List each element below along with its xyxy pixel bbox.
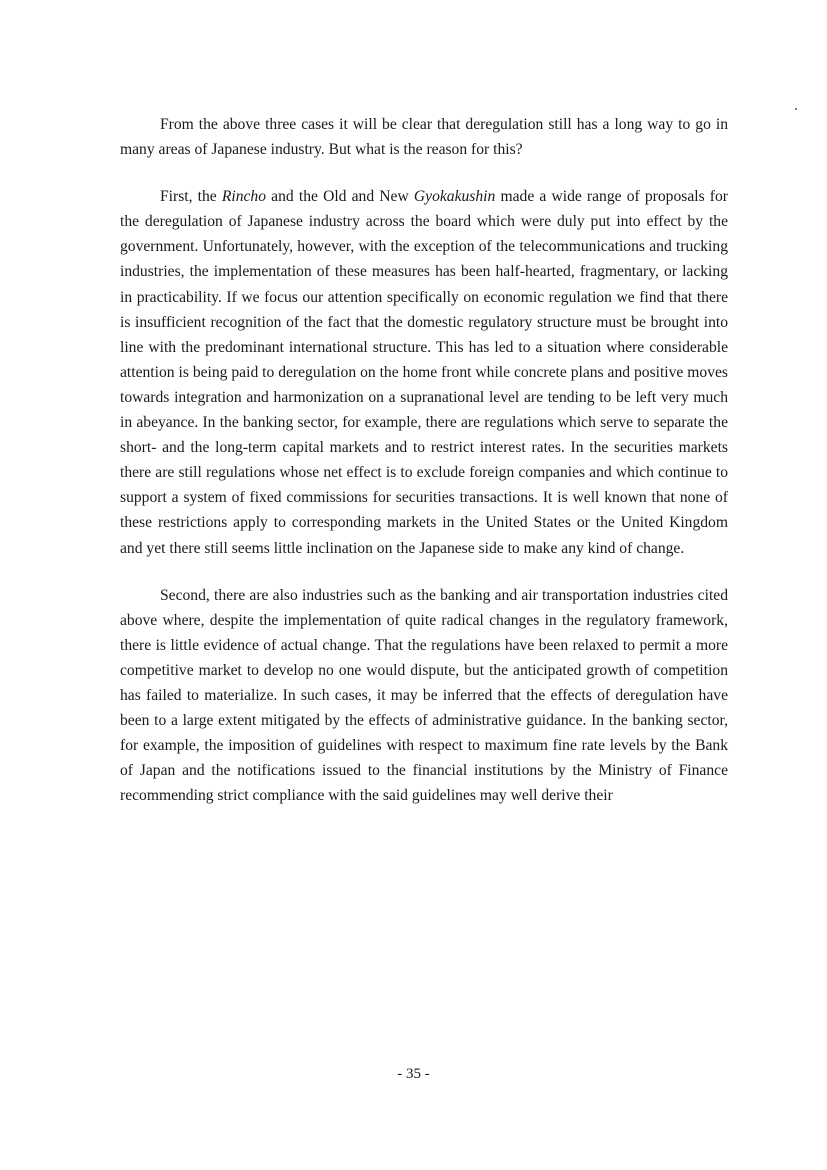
text-run: First, the xyxy=(160,188,222,206)
text-run: made a wide range of proposals for the deregulation of Japanese industry across the board which were duly put into effect by the government. Unfortunately, however, with the exception of the telecommunications and trucking industries, the implementation of these measures has been half-hearted, fragmentary, or lacking in practicability. If we focus our attention specifically on economic regulation we find that there is insufficient recognition of the fact that the domestic regulatory structure must be brought into line with the predominant international structure. This has led to a situation where considerable attention is being paid to deregulation on the home front while concrete plans and positive moves towards integration and harmonization on a supranational level are tending to be left very much in abeyance. In the banking sector, for example, there are regulations which serve to separate the short- and the long-term capital markets and to restrict interest rates. In the securities markets there are still regulations whose net effect is to exclude foreign companies and which continue to support a system of fixed commissions for securities transactions. It is well known that none of these restrictions apply to corresponding markets in the United States or the United Kingdom and yet there still seems little inclination on the Japanese side to make any kind of change. xyxy=(120,188,728,557)
italic-term: Rincho xyxy=(221,188,267,206)
body-text xyxy=(120,112,728,808)
italic-term: Gyokakushin xyxy=(413,188,496,206)
paragraph xyxy=(120,112,728,162)
text-run: Second, there are also industries such as the banking and air transportation industries cited above where, despite the implementation of quite radical changes in the regulatory framework, there is little evidence of actual change. That the regulations have been relaxed to permit a more competitive market to develop no one would dispute, but the anticipated growth of competition has failed to materialize. In such cases, it may be inferred that the effects of deregulation have been to a large extent mitigated by the effects of administrative guidance. In the banking sector, for example, the imposition of guidelines with respect to maximum fine rate levels by the Bank of Japan and the notifications issued to the financial institutions by the Ministry of Finance recommending strict compliance with the said guidelines may well derive their xyxy=(120,586,728,805)
page-number: - 35 - xyxy=(397,1066,430,1082)
paragraph xyxy=(120,184,728,560)
scan-speck xyxy=(795,108,797,110)
text-run: and the Old and New xyxy=(266,188,414,206)
paragraph xyxy=(120,583,728,809)
text-run: From the above three cases it will be clear that deregulation still has a long way to go in many areas of Japanese industry. But what is the reason for this? xyxy=(120,116,728,159)
